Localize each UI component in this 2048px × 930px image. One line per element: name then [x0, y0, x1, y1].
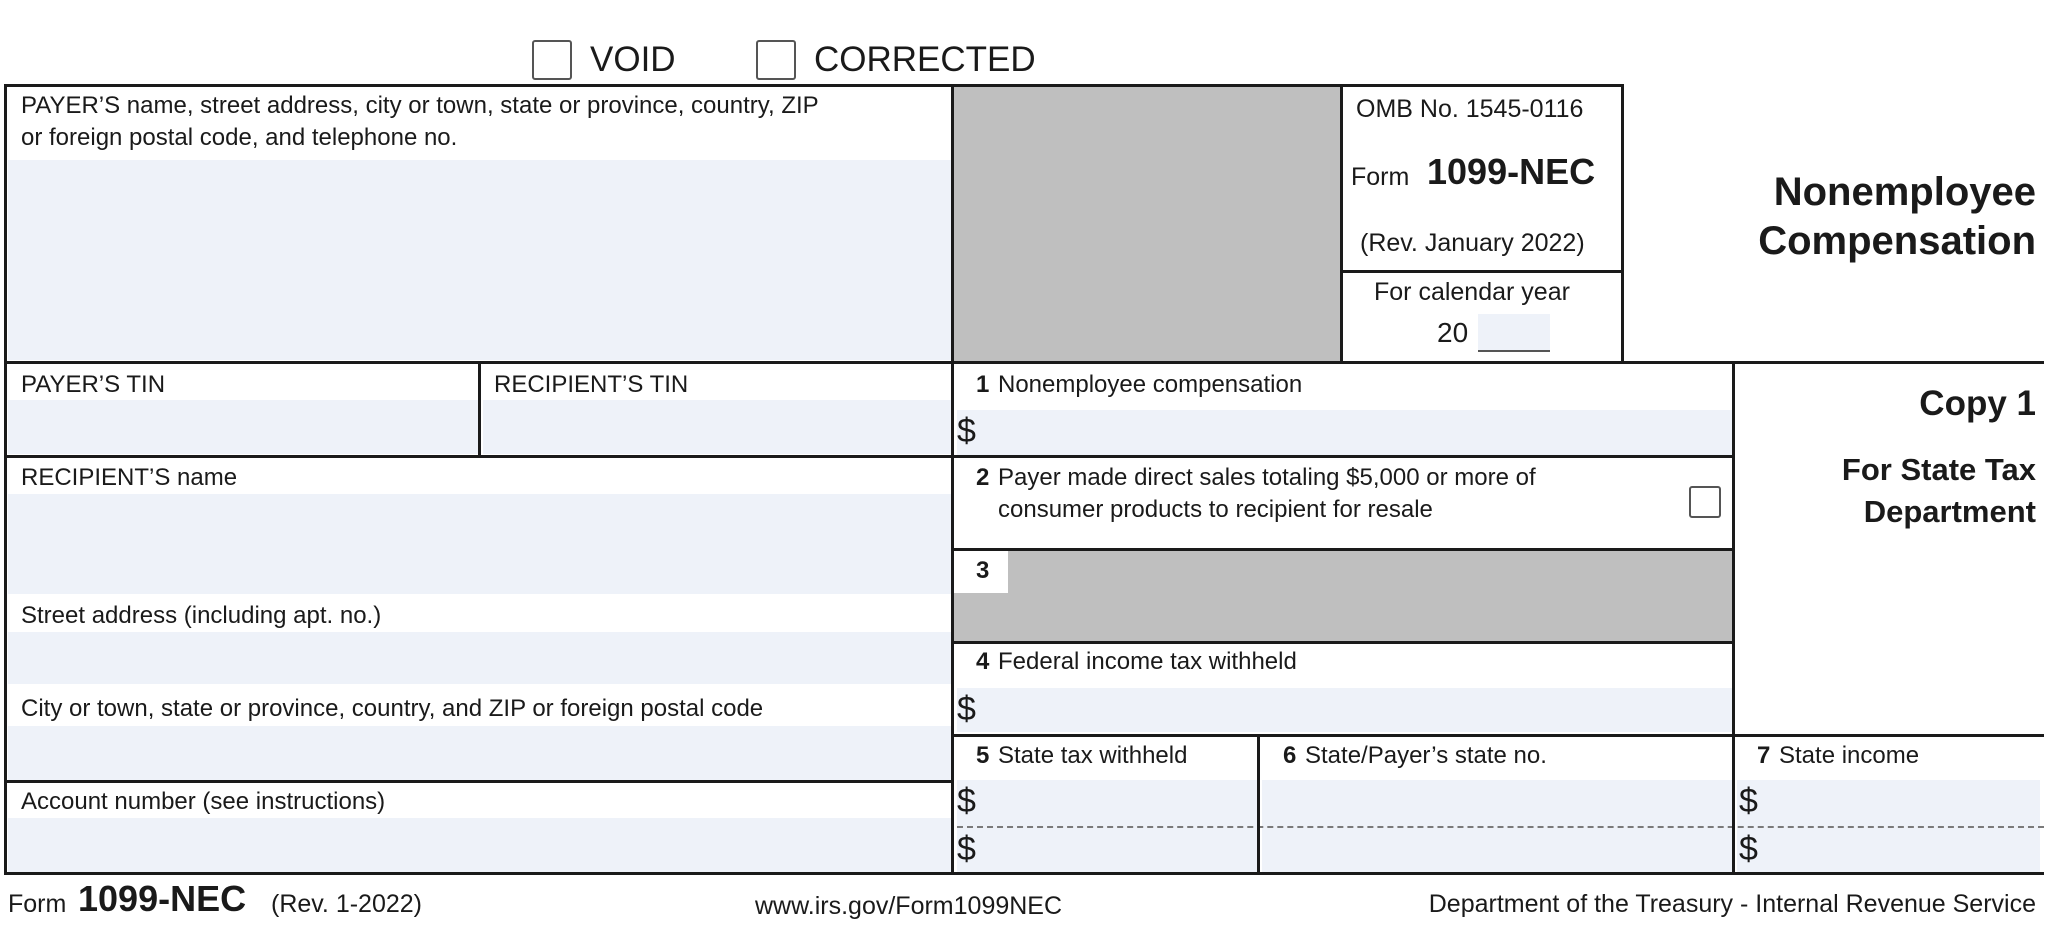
- payer-info-field[interactable]: [8, 160, 952, 360]
- rule-name-top: [4, 455, 1735, 458]
- footer-department: Department of the Treasury - Internal Revenue Service: [1428, 890, 2036, 918]
- box-7-label: State income: [1779, 742, 1920, 769]
- omb-number: OMB No. 1545-0116: [1356, 95, 1584, 123]
- box-2-checkbox[interactable]: [1689, 486, 1721, 518]
- box-4-amount-field[interactable]: [957, 688, 1732, 732]
- rule-left: [4, 84, 7, 875]
- rule-bottom: [4, 872, 2044, 875]
- payer-name-label-line2: or foreign postal code, and telephone no.: [21, 124, 458, 151]
- rule-box5-right: [1257, 734, 1260, 875]
- street-address-field[interactable]: [8, 632, 952, 684]
- rule-mid: [951, 84, 954, 875]
- recipient-name-label: RECIPIENT’S name: [21, 464, 238, 491]
- account-number-field[interactable]: [8, 818, 952, 872]
- copy-line2: Department: [1863, 494, 2036, 529]
- account-number-label: Account number (see instructions): [21, 788, 386, 815]
- footer-url: www.irs.gov/Form1099NEC: [755, 892, 1063, 920]
- box-1-dollar-sign: $: [957, 412, 976, 450]
- box-5-label: State tax withheld: [998, 742, 1188, 769]
- void-checkbox[interactable]: [532, 40, 572, 80]
- box-7-dollar-sign-1: $: [1739, 782, 1758, 820]
- recipient-name-field[interactable]: [8, 494, 952, 594]
- dashed-state-divider: [957, 826, 2044, 828]
- year-prefix: 20: [1437, 317, 1469, 348]
- box-2-label-line2: consumer products to recipient for resale: [998, 496, 1433, 523]
- city-label: City or town, state or province, country, and ZIP or foreign postal code: [21, 695, 764, 722]
- rule-omb-left: [1340, 84, 1343, 364]
- footer-form-number: 1099-NEC: [78, 878, 247, 919]
- rule-year-divider: [1342, 270, 1624, 273]
- footer-form-word: Form: [8, 890, 67, 918]
- box-1-label: Nonemployee compensation: [998, 371, 1303, 398]
- box-1-number: 1: [976, 371, 990, 398]
- box-3-shaded-area: [1008, 551, 1732, 593]
- box-2-number: 2: [976, 464, 990, 491]
- shaded-area-top: [954, 86, 1342, 362]
- box-7-dollar-sign-2: $: [1739, 830, 1758, 868]
- rule-account-top: [4, 780, 954, 783]
- street-address-label: Street address (including apt. no.): [21, 602, 382, 629]
- box-5-dollar-sign-2: $: [957, 830, 976, 868]
- box-7-number: 7: [1757, 742, 1771, 769]
- box-5-dollar-sign-1: $: [957, 782, 976, 820]
- revision-date: (Rev. January 2022): [1360, 229, 1585, 257]
- copy-line1: For State Tax: [1841, 452, 2036, 487]
- rule-tin-top: [4, 361, 2044, 364]
- corrected-label: CORRECTED: [814, 40, 1036, 79]
- rule-box4-top: [954, 641, 1735, 644]
- calendar-year-label: For calendar year: [1374, 278, 1570, 306]
- rule-top: [4, 84, 1624, 87]
- box-1-amount-field[interactable]: [957, 410, 1732, 456]
- corrected-checkbox[interactable]: [756, 40, 796, 80]
- year-input[interactable]: [1478, 314, 1550, 352]
- rule-copy-left: [1732, 361, 1735, 875]
- form-number: 1099-NEC: [1427, 151, 1596, 192]
- box-5-number: 5: [976, 742, 990, 769]
- box-3-number: 3: [976, 557, 990, 584]
- form-title-line2: Compensation: [1758, 219, 2036, 263]
- payer-tin-field[interactable]: [8, 400, 478, 454]
- recipient-tin-field[interactable]: [483, 400, 952, 454]
- box-6-number: 6: [1283, 742, 1297, 769]
- recipient-tin-label: RECIPIENT’S TIN: [494, 371, 689, 398]
- box-4-number: 4: [976, 648, 990, 675]
- city-field[interactable]: [8, 726, 952, 780]
- payer-tin-label: PAYER’S TIN: [21, 371, 166, 398]
- form-title-line1: Nonemployee: [1773, 170, 2036, 214]
- box-3-shaded-area-lower: [954, 593, 1732, 641]
- footer-revision: (Rev. 1-2022): [271, 890, 422, 918]
- rule-omb-right: [1621, 84, 1624, 364]
- box-4-dollar-sign: $: [957, 690, 976, 728]
- rule-state-top: [954, 734, 2044, 737]
- copy-title: Copy 1: [1919, 384, 2036, 423]
- rule-box3-top: [954, 548, 1735, 551]
- box-2-label-line1: Payer made direct sales totaling $5,000 or more of: [998, 464, 1536, 491]
- box-4-label: Federal income tax withheld: [998, 648, 1297, 675]
- payer-name-label-line1: PAYER’S name, street address, city or town, state or province, country, ZIP: [21, 92, 819, 119]
- box-6-label: State/Payer’s state no.: [1305, 742, 1547, 769]
- void-label: VOID: [590, 40, 676, 79]
- form-word: Form: [1351, 163, 1410, 191]
- rule-tin-divider: [478, 361, 481, 458]
